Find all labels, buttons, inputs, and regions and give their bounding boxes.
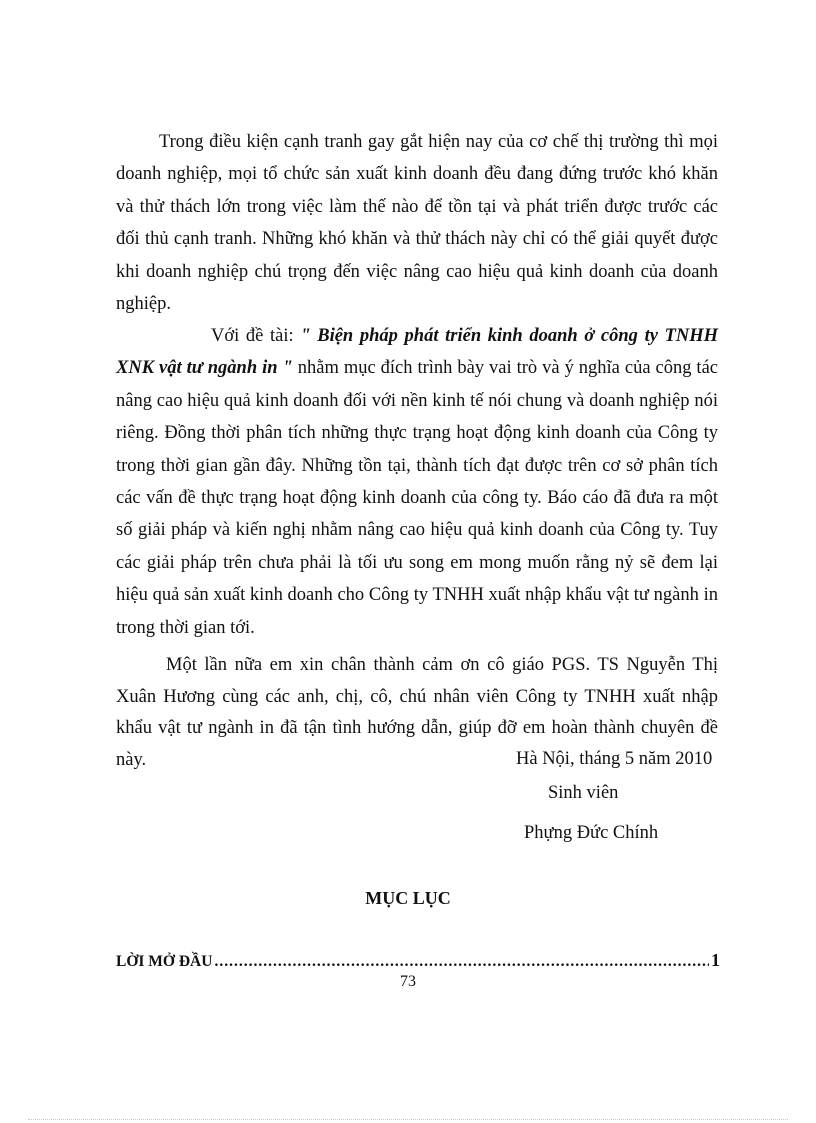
- signature-name: Phựng Đức Chính: [524, 823, 659, 843]
- paragraph-acknowledgement: Một lần nữa em xin chân thành cảm ơn cô giáo PGS. TS Nguyễn Thị Xuân Hương cùng các anh, chị, cô, chú nhân viên Công ty TNHH xuất nhập khẩu vật tư ngành in đã tận tình hướng dẫn, giúp đỡ em hoàn thành chuyên đề này.: [116, 655, 718, 770]
- toc-entry-label: LỜI MỞ ĐẦU: [116, 953, 213, 970]
- topic-title: " Biện pháp phát triển kinh doanh ở công ty TNHH XNK vật tư ngành in ": [116, 326, 719, 379]
- topic-intro: Với đề tài:: [211, 326, 301, 346]
- toc-title: MỤC LỤC: [365, 888, 451, 908]
- paragraph-topic: [116, 320, 718, 644]
- toc-entry-page: 1: [711, 950, 720, 970]
- topic-description: nhằm mục đích trình bày vai trò và ý nghĩa của công tác nâng cao hiệu quả kinh doanh đối với nền kinh tế nói chung và doanh nghiệp nói riêng. Đồng thời phân tích những thực trạng hoạt động kinh doanh của Công ty trong thời gian gần đây. Những tồn tại, thành tích đạt được trên cơ sở phân tích các vấn đề thực trạng hoạt động kinh doanh của công ty. Báo cáo đã đưa ra một số giải pháp và kiến nghị nhằm nâng cao hiệu quả kinh doanh của Công ty. Tuy các giải pháp trên chưa phải là tối ưu song em mong muốn rằng nỷ sẽ đem lại hiệu quả sản xuất kinh doanh cho Công ty TNHH xuất nhập khẩu vật tư ngành in trong thời gian tới.: [116, 358, 718, 638]
- toc-dot-leader: [214, 953, 709, 971]
- paragraph-introduction: Trong điều kiện cạnh tranh gay gắt hiện nay của cơ chế thị trường thì mọi doanh nghiệp, mọi tổ chức sản xuất kinh doanh đều đang đứng trước khó khăn và thử thách lớn trong việc làm thế nào để tồn tại và phát triển được trước các đối thủ cạnh tranh. Những khó khăn và thử thách này chỉ có thể giải quyết được khi doanh nghiệp chú trọng đến việc nâng cao hiệu quả kinh doanh của doanh nghiệp.: [116, 132, 718, 315]
- page-bottom-divider: [28, 1119, 788, 1120]
- toc-entry[interactable]: [116, 950, 720, 971]
- signature-role: Sinh viên: [548, 783, 619, 803]
- page-number: 73: [400, 973, 416, 990]
- signature-date: Hà Nội, tháng 5 năm 2010: [516, 749, 713, 769]
